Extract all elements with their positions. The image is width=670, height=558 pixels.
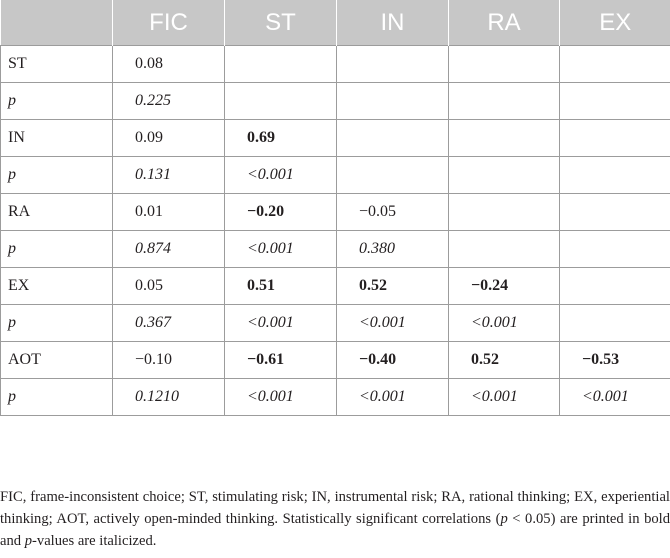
table-cell: 0.380 bbox=[337, 231, 449, 268]
header-fic: FIC bbox=[113, 0, 225, 46]
row-label: p bbox=[1, 83, 113, 120]
table-row bbox=[1, 342, 670, 379]
table-cell bbox=[449, 46, 560, 83]
table-row bbox=[1, 268, 670, 305]
table-cell: 0.08 bbox=[113, 46, 225, 83]
table-cell bbox=[337, 46, 449, 83]
table-cell: 0.05 bbox=[113, 268, 225, 305]
table-cell bbox=[560, 46, 670, 83]
row-label: p bbox=[1, 379, 113, 416]
table-cell: −0.40 bbox=[337, 342, 449, 379]
header-corner bbox=[1, 0, 113, 46]
table-cell: −0.05 bbox=[337, 194, 449, 231]
table-body bbox=[1, 46, 670, 416]
footnote-p-symbol: p bbox=[500, 511, 508, 527]
table-cell bbox=[560, 120, 670, 157]
table-cell: <0.001 bbox=[449, 379, 560, 416]
table-cell bbox=[225, 83, 337, 120]
table-cell bbox=[337, 83, 449, 120]
row-label: AOT bbox=[1, 342, 113, 379]
table-cell bbox=[337, 157, 449, 194]
table-cell bbox=[560, 83, 670, 120]
row-label: RA bbox=[1, 194, 113, 231]
table-cell bbox=[560, 157, 670, 194]
table-cell bbox=[560, 231, 670, 268]
table-row bbox=[1, 157, 670, 194]
table-row bbox=[1, 194, 670, 231]
table-cell bbox=[560, 305, 670, 342]
header-row bbox=[1, 0, 670, 46]
table-row bbox=[1, 379, 670, 416]
footnote-text-3: -values are italicized. bbox=[32, 533, 157, 549]
header-ex: EX bbox=[560, 0, 670, 46]
table-cell: <0.001 bbox=[337, 379, 449, 416]
table-cell: 0.69 bbox=[225, 120, 337, 157]
table-cell bbox=[225, 46, 337, 83]
table-cell: −0.20 bbox=[225, 194, 337, 231]
row-label: p bbox=[1, 231, 113, 268]
table-row bbox=[1, 231, 670, 268]
row-label: EX bbox=[1, 268, 113, 305]
table-cell: 0.51 bbox=[225, 268, 337, 305]
table-cell bbox=[560, 268, 670, 305]
table-header bbox=[1, 0, 670, 46]
table-row bbox=[1, 46, 670, 83]
table-cell bbox=[449, 194, 560, 231]
table-cell: 0.52 bbox=[449, 342, 560, 379]
header-ra: RA bbox=[449, 0, 560, 46]
table-cell: 0.01 bbox=[113, 194, 225, 231]
table-cell: 0.874 bbox=[113, 231, 225, 268]
table-cell: <0.001 bbox=[560, 379, 670, 416]
header-in: IN bbox=[337, 0, 449, 46]
table-row bbox=[1, 120, 670, 157]
table-cell bbox=[449, 120, 560, 157]
table-cell: <0.001 bbox=[449, 305, 560, 342]
table-cell: <0.001 bbox=[225, 231, 337, 268]
header-st: ST bbox=[225, 0, 337, 46]
table-cell: 0.131 bbox=[113, 157, 225, 194]
table-cell: <0.001 bbox=[337, 305, 449, 342]
table-cell bbox=[449, 231, 560, 268]
table-cell: <0.001 bbox=[225, 379, 337, 416]
table-row bbox=[1, 305, 670, 342]
table-cell: −0.24 bbox=[449, 268, 560, 305]
table-cell: 0.52 bbox=[337, 268, 449, 305]
table-cell: 0.09 bbox=[113, 120, 225, 157]
table-row bbox=[1, 83, 670, 120]
row-label: p bbox=[1, 305, 113, 342]
row-label: IN bbox=[1, 120, 113, 157]
table-cell bbox=[449, 83, 560, 120]
row-label: ST bbox=[1, 46, 113, 83]
table-cell: 0.1210 bbox=[113, 379, 225, 416]
table-cell bbox=[560, 194, 670, 231]
row-label: p bbox=[1, 157, 113, 194]
table-cell: −0.53 bbox=[560, 342, 670, 379]
table-cell: <0.001 bbox=[225, 305, 337, 342]
table-footnote bbox=[0, 486, 670, 552]
table-cell: −0.61 bbox=[225, 342, 337, 379]
table-cell: −0.10 bbox=[113, 342, 225, 379]
table-cell: 0.367 bbox=[113, 305, 225, 342]
footnote-text-2: < 0.05) are printed in bold and bbox=[0, 511, 670, 549]
table-cell: <0.001 bbox=[225, 157, 337, 194]
table-cell bbox=[449, 157, 560, 194]
table-cell bbox=[337, 120, 449, 157]
table-cell: 0.225 bbox=[113, 83, 225, 120]
footnote-p-symbol-2: p bbox=[24, 533, 33, 549]
footnote-text-1: FIC, frame-inconsistent choice; ST, stimulating risk; IN, instrumental risk; RA, rational thinking; EX, experiential thinking; AOT, actively open-minded thinking. Statistically significant correlations ( bbox=[0, 489, 670, 527]
